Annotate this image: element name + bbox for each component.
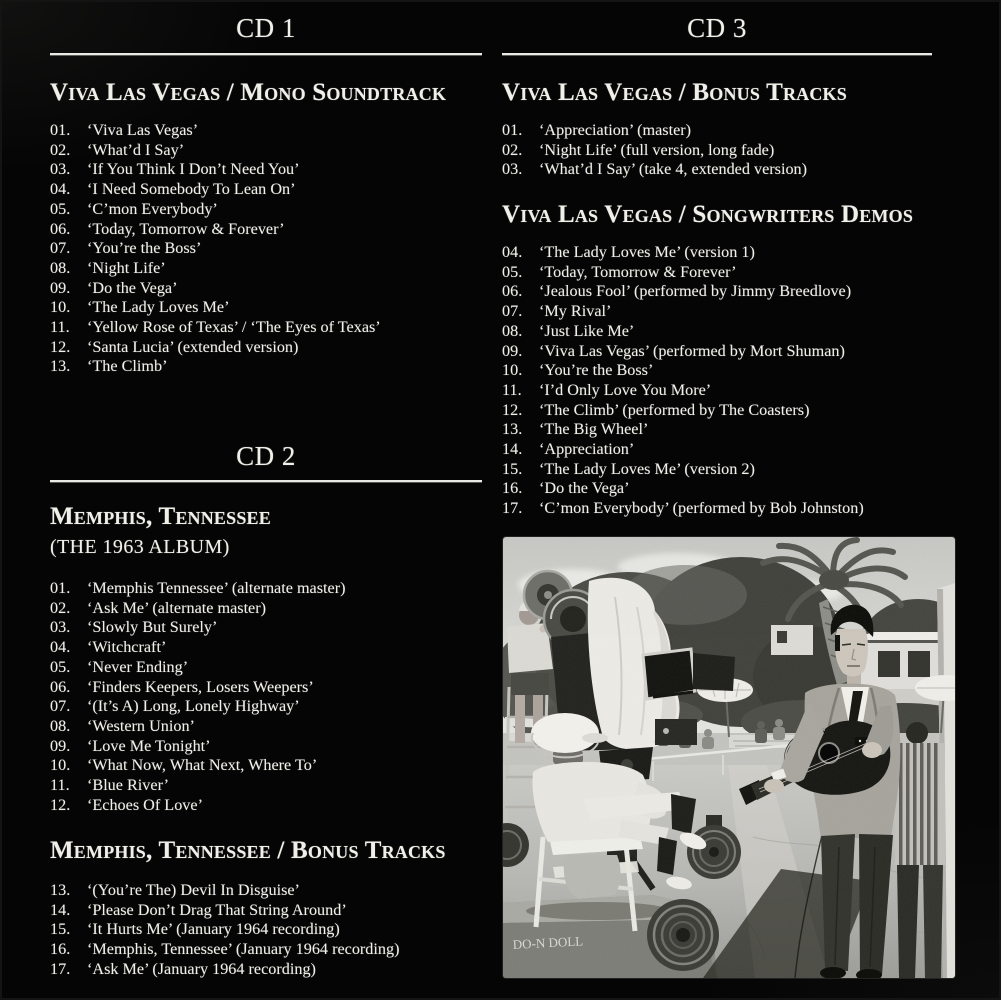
cd1-section-title: Viva Las Vegas / Mono Soundtrack: [50, 79, 447, 106]
track-number: 12.: [502, 400, 523, 419]
track-number: 01.: [502, 121, 523, 139]
track-row: [50, 960, 492, 980]
track-number: 02.: [502, 140, 523, 159]
track-number: 06.: [50, 219, 71, 238]
track-row: [50, 638, 492, 658]
track-row: [50, 160, 492, 180]
track-number: 13.: [502, 420, 523, 439]
cd2-rule: [50, 480, 482, 482]
track-row: [50, 259, 492, 279]
track-row: [50, 279, 492, 299]
cd1-track-list: [50, 121, 492, 377]
cd2-track-list: [50, 579, 492, 815]
track-row: [50, 318, 492, 338]
track-row: [50, 239, 492, 259]
track-number: 03.: [50, 618, 71, 637]
set-photo: [503, 537, 955, 978]
track-number: 10.: [50, 298, 71, 317]
track-row: [502, 302, 942, 322]
track-row: [50, 338, 492, 358]
track-title: ‘You’re the Boss’: [87, 239, 202, 258]
track-row: [502, 121, 942, 141]
track-title: ‘If You Think I Don’t Need You’: [87, 160, 300, 179]
track-row: [502, 243, 942, 263]
cd3-label: CD 3: [687, 13, 747, 43]
photo-illustration: [503, 537, 955, 978]
cd2-album-subtitle: (THE 1963 ALBUM): [50, 536, 230, 558]
cd3-demos-title: Viva Las Vegas / Songwriters Demos: [502, 201, 914, 228]
track-row: [50, 737, 492, 757]
track-number: 11.: [50, 776, 70, 795]
track-title: ‘Memphis, Tennessee’ (January 1964 recording): [87, 940, 400, 959]
track-row: [50, 901, 492, 921]
track-row: [502, 440, 942, 460]
track-title: ‘Love Me Tonight’: [87, 736, 211, 755]
track-title: ‘Just Like Me’: [539, 321, 635, 340]
track-title: ‘What’d I Say’: [87, 140, 185, 159]
track-row: [502, 141, 942, 161]
track-row: [50, 298, 492, 318]
track-row: [502, 263, 942, 283]
track-number: 11.: [502, 380, 522, 399]
track-row: [50, 920, 492, 940]
track-title: ‘(It’s A) Long, Lonely Highway’: [87, 697, 300, 716]
track-number: 09.: [502, 341, 523, 360]
track-title: ‘Appreciation’ (master): [539, 121, 692, 139]
cd3-rule: [502, 53, 932, 55]
track-title: ‘The Lady Loves Me’ (version 1): [539, 243, 755, 261]
track-title: ‘Ask Me’ (January 1964 recording): [87, 959, 316, 978]
track-title: ‘Santa Lucia’ (extended version): [87, 337, 299, 356]
track-number: 13.: [50, 881, 71, 899]
track-number: 16.: [502, 479, 523, 498]
track-row: [50, 697, 492, 717]
track-number: 05.: [502, 262, 523, 281]
track-number: 14.: [50, 900, 71, 919]
track-title: ‘Night Life’: [87, 258, 166, 277]
track-number: 10.: [502, 361, 523, 380]
track-title: ‘Blue River’: [87, 776, 169, 795]
track-row: [50, 180, 492, 200]
track-row: [502, 160, 942, 180]
track-title: ‘C’mon Everybody’ (performed by Bob Johnston): [539, 499, 864, 518]
track-row: [50, 121, 492, 141]
track-title: ‘The Climb’ (performed by The Coasters): [539, 400, 810, 419]
cd1-rule: [50, 53, 482, 55]
track-number: 07.: [50, 697, 71, 716]
track-number: 05.: [50, 657, 71, 676]
track-row: [50, 618, 492, 638]
track-title: ‘Today, Tomorrow & Forever’: [87, 219, 285, 238]
cd1-label: CD 1: [236, 13, 296, 43]
track-title: ‘Slowly But Surely’: [87, 618, 218, 637]
track-number: 03.: [502, 160, 523, 179]
track-title: ‘Today, Tomorrow & Forever’: [539, 262, 737, 281]
track-row: [50, 678, 492, 698]
track-row: [502, 460, 942, 480]
track-number: 15.: [50, 920, 71, 939]
track-number: 08.: [50, 716, 71, 735]
track-title: ‘What Now, What Next, Where To’: [87, 756, 318, 775]
track-number: 16.: [50, 940, 71, 959]
cd2-bonus-title: Memphis, Tennessee / Bonus Tracks: [50, 837, 446, 864]
track-number: 05.: [50, 199, 71, 218]
track-number: 01.: [50, 579, 71, 597]
track-row: [50, 717, 492, 737]
track-title: ‘Do the Vega’: [87, 278, 178, 297]
track-number: 06.: [502, 282, 523, 301]
photo-grain: [503, 537, 955, 978]
track-title: ‘Appreciation’: [539, 440, 635, 459]
track-title: ‘The Big Wheel’: [539, 420, 649, 439]
track-number: 02.: [50, 598, 71, 617]
track-row: [502, 499, 942, 519]
track-number: 02.: [50, 140, 71, 159]
track-title: ‘Western Union’: [87, 716, 195, 735]
cd2-album-title: Memphis, Tennessee: [50, 503, 271, 530]
track-number: 12.: [50, 337, 71, 356]
track-number: 09.: [50, 278, 71, 297]
track-row: [502, 479, 942, 499]
track-title: ‘C’mon Everybody’: [87, 199, 218, 218]
track-number: 13.: [50, 357, 71, 376]
track-row: [502, 361, 942, 381]
track-number: 17.: [50, 959, 71, 978]
track-title: ‘What’d I Say’ (take 4, extended version): [539, 160, 808, 179]
track-row: [502, 322, 942, 342]
track-number: 17.: [502, 499, 523, 518]
track-title: ‘The Lady Loves Me’ (version 2): [539, 459, 755, 478]
track-row: [50, 881, 492, 901]
right-column: [502, 0, 932, 1000]
cd3-bonus-track-list: [502, 121, 942, 180]
track-number: 15.: [502, 459, 523, 478]
track-title: ‘(You’re The) Devil In Disguise’: [87, 881, 300, 899]
track-row: [50, 776, 492, 796]
track-title: ‘Finders Keepers, Losers Weepers’: [87, 677, 314, 696]
track-number: 04.: [502, 243, 523, 261]
track-number: 04.: [50, 180, 71, 199]
track-title: ‘Jealous Fool’ (performed by Jimmy Breedlove): [539, 282, 852, 301]
track-row: [50, 658, 492, 678]
track-title: ‘My Rival’: [539, 302, 612, 321]
track-number: 10.: [50, 756, 71, 775]
track-row: [50, 756, 492, 776]
track-title: ‘The Lady Loves Me’: [87, 298, 230, 317]
cd3-demos-track-list: [502, 243, 942, 519]
track-title: ‘Please Don’t Drag That String Around’: [87, 900, 347, 919]
cd2-label: CD 2: [236, 441, 296, 471]
track-row: [50, 357, 492, 377]
track-title: ‘Witchcraft’: [87, 638, 167, 657]
track-title: ‘Night Life’ (full version, long fade): [539, 140, 775, 159]
track-number: 03.: [50, 160, 71, 179]
left-column: [50, 0, 482, 1000]
track-number: 14.: [502, 440, 523, 459]
track-number: 11.: [50, 318, 70, 337]
track-title: ‘Ask Me’ (alternate master): [87, 598, 267, 617]
track-row: [50, 579, 492, 599]
track-row: [50, 141, 492, 161]
track-number: 07.: [502, 302, 523, 321]
track-number: 09.: [50, 736, 71, 755]
track-title: ‘Yellow Rose of Texas’ / ‘The Eyes of Texas’: [87, 318, 381, 337]
track-title: ‘You’re the Boss’: [539, 361, 654, 380]
cd3-bonus-title: Viva Las Vegas / Bonus Tracks: [502, 79, 847, 106]
track-row: [50, 220, 492, 240]
track-number: 04.: [50, 638, 71, 657]
dolly-painted-text: DO-N DOLL: [512, 933, 584, 952]
track-title: ‘Do the Vega’: [539, 479, 630, 498]
track-title: ‘Viva Las Vegas’: [87, 121, 199, 139]
track-number: 07.: [50, 239, 71, 258]
track-title: ‘I Need Somebody To Lean On’: [87, 180, 296, 199]
track-title: ‘I’d Only Love You More’: [539, 380, 712, 399]
track-row: [502, 282, 942, 302]
track-title: ‘It Hurts Me’ (January 1964 recording): [87, 920, 340, 939]
track-number: 08.: [50, 258, 71, 277]
track-number: 08.: [502, 321, 523, 340]
track-row: [502, 381, 942, 401]
track-row: [50, 796, 492, 816]
track-number: 01.: [50, 121, 71, 139]
track-number: 06.: [50, 677, 71, 696]
track-title: ‘Never Ending’: [87, 657, 189, 676]
track-row: [50, 599, 492, 619]
track-number: 12.: [50, 795, 71, 814]
track-row: [502, 401, 942, 421]
track-title: ‘Memphis Tennessee’ (alternate master): [87, 579, 346, 597]
cd2-bonus-track-list: [50, 881, 492, 980]
track-title: ‘Viva Las Vegas’ (performed by Mort Shuman): [539, 341, 845, 360]
track-title: ‘Echoes Of Love’: [87, 795, 203, 814]
track-row: [502, 342, 942, 362]
track-row: [502, 420, 942, 440]
track-row: [50, 940, 492, 960]
track-row: [50, 200, 492, 220]
track-title: ‘The Climb’: [87, 357, 168, 376]
